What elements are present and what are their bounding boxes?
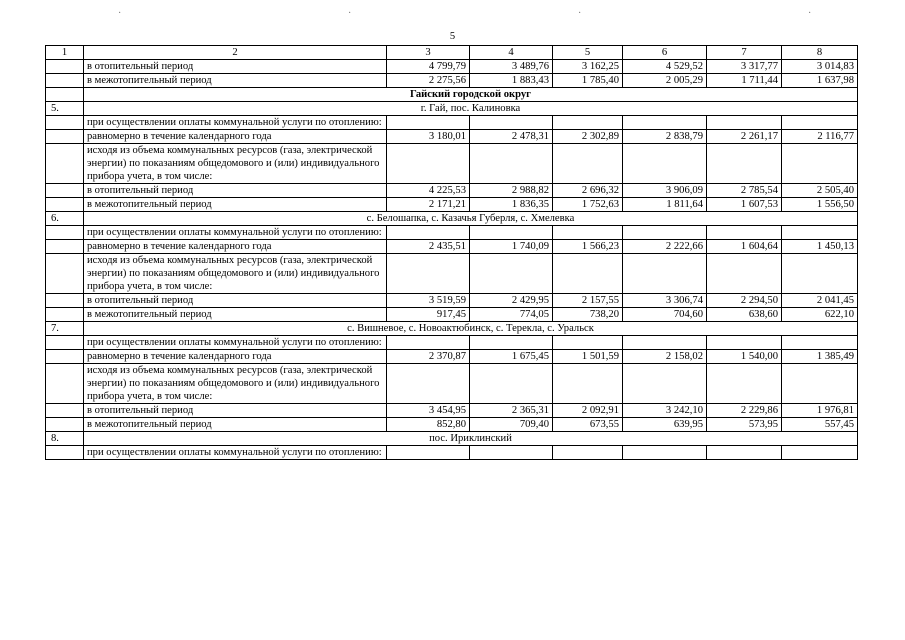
index-cell xyxy=(46,294,84,308)
value-cell xyxy=(470,364,553,404)
row-label: при осуществлении оплаты коммунальной услуги по отоплению: xyxy=(84,336,387,350)
value-cell xyxy=(623,336,707,350)
index-cell xyxy=(46,350,84,364)
value-cell: 2 294,50 xyxy=(707,294,782,308)
index-cell xyxy=(46,60,84,74)
value-cell: 1 607,53 xyxy=(707,198,782,212)
table-row xyxy=(46,418,858,432)
value-cell xyxy=(707,446,782,460)
value-cell: 1 556,50 xyxy=(782,198,858,212)
value-cell xyxy=(387,254,470,294)
value-cell: 4 225,53 xyxy=(387,184,470,198)
value-cell xyxy=(387,116,470,130)
value-cell: 1 711,44 xyxy=(707,74,782,88)
value-cell xyxy=(623,364,707,404)
row-label: в межотопительный период xyxy=(84,74,387,88)
value-cell: 4 529,52 xyxy=(623,60,707,74)
value-cell xyxy=(387,364,470,404)
value-cell: 3 519,59 xyxy=(387,294,470,308)
index-cell xyxy=(46,74,84,88)
value-cell: 1 976,81 xyxy=(782,404,858,418)
table-row xyxy=(46,404,858,418)
row-label: исходя из объема коммунальных ресурсов (газа, электрической энергии) по показаниям общедомового и (или) индивидуального прибора учета, в том числе: xyxy=(84,364,387,404)
value-cell: 2 171,21 xyxy=(387,198,470,212)
value-cell: 1 836,35 xyxy=(470,198,553,212)
value-cell xyxy=(553,226,623,240)
value-cell: 2 116,77 xyxy=(782,130,858,144)
value-cell xyxy=(470,226,553,240)
value-cell: 3 454,95 xyxy=(387,404,470,418)
value-cell xyxy=(387,446,470,460)
value-cell xyxy=(553,336,623,350)
value-cell: 917,45 xyxy=(387,308,470,322)
value-cell xyxy=(553,446,623,460)
scan-dot: · xyxy=(348,8,352,19)
value-cell xyxy=(623,254,707,294)
value-cell: 1 540,00 xyxy=(707,350,782,364)
tariff-table xyxy=(45,45,858,460)
value-cell: 3 242,10 xyxy=(623,404,707,418)
value-cell xyxy=(782,116,858,130)
index-cell xyxy=(46,226,84,240)
value-cell xyxy=(470,144,553,184)
row-label: исходя из объема коммунальных ресурсов (газа, электрической энергии) по показаниям общедомового и (или) индивидуального прибора учета, в том числе: xyxy=(84,144,387,184)
value-cell: 2 261,17 xyxy=(707,130,782,144)
table-row xyxy=(46,350,858,364)
value-cell xyxy=(707,226,782,240)
value-cell: 1 785,40 xyxy=(553,74,623,88)
scan-dot: · xyxy=(118,8,122,19)
table-row xyxy=(46,184,858,198)
row-label: исходя из объема коммунальных ресурсов (газа, электрической энергии) по показаниям общедомового и (или) индивидуального прибора учета, в том числе: xyxy=(84,254,387,294)
index-cell xyxy=(46,254,84,294)
group-index: 8. xyxy=(46,432,84,446)
value-cell xyxy=(782,336,858,350)
value-cell xyxy=(553,144,623,184)
value-cell: 1 811,64 xyxy=(623,198,707,212)
value-cell: 1 501,59 xyxy=(553,350,623,364)
location-name: с. Вишневое, с. Новоактюбинск, с. Терекла, с. Уральск xyxy=(84,322,858,336)
value-cell xyxy=(470,254,553,294)
group-index: 5. xyxy=(46,102,84,116)
index-cell xyxy=(46,116,84,130)
value-cell: 2 229,86 xyxy=(707,404,782,418)
value-cell xyxy=(782,254,858,294)
index-cell xyxy=(46,198,84,212)
value-cell: 2 158,02 xyxy=(623,350,707,364)
value-cell: 2 005,29 xyxy=(623,74,707,88)
value-cell: 1 385,49 xyxy=(782,350,858,364)
location-name: с. Белошапка, с. Казачья Губерля, с. Хмелевка xyxy=(84,212,858,226)
value-cell xyxy=(707,116,782,130)
table-row xyxy=(46,60,858,74)
index-cell xyxy=(46,240,84,254)
index-cell xyxy=(46,308,84,322)
group-index: 6. xyxy=(46,212,84,226)
value-cell: 2 988,82 xyxy=(470,184,553,198)
table-row xyxy=(46,226,858,240)
value-cell: 2 429,95 xyxy=(470,294,553,308)
table-row xyxy=(46,240,858,254)
value-cell: 3 306,74 xyxy=(623,294,707,308)
location-row xyxy=(46,212,858,226)
value-cell xyxy=(707,364,782,404)
location-row xyxy=(46,102,858,116)
value-cell: 3 317,77 xyxy=(707,60,782,74)
table-row xyxy=(46,446,858,460)
table-row xyxy=(46,308,858,322)
value-cell: 557,45 xyxy=(782,418,858,432)
table-row xyxy=(46,130,858,144)
value-cell: 638,60 xyxy=(707,308,782,322)
row-label: в межотопительный период xyxy=(84,418,387,432)
table-row xyxy=(46,74,858,88)
value-cell: 2 275,56 xyxy=(387,74,470,88)
index-cell xyxy=(46,130,84,144)
value-cell xyxy=(553,116,623,130)
value-cell: 1 604,64 xyxy=(707,240,782,254)
value-cell: 2 696,32 xyxy=(553,184,623,198)
row-label: в отопительный период xyxy=(84,60,387,74)
table-row xyxy=(46,254,858,294)
value-cell: 1 637,98 xyxy=(782,74,858,88)
value-cell: 3 489,76 xyxy=(470,60,553,74)
value-cell: 573,95 xyxy=(707,418,782,432)
location-row xyxy=(46,432,858,446)
value-cell xyxy=(707,336,782,350)
column-number: 7 xyxy=(707,46,782,60)
value-cell xyxy=(623,144,707,184)
column-number: 8 xyxy=(782,46,858,60)
row-label: равномерно в течение календарного года xyxy=(84,240,387,254)
value-cell: 2 370,87 xyxy=(387,350,470,364)
value-cell: 2 365,31 xyxy=(470,404,553,418)
value-cell: 3 014,83 xyxy=(782,60,858,74)
row-label: при осуществлении оплаты коммунальной услуги по отоплению: xyxy=(84,446,387,460)
value-cell: 2 505,40 xyxy=(782,184,858,198)
value-cell xyxy=(623,226,707,240)
row-label: при осуществлении оплаты коммунальной услуги по отоплению: xyxy=(84,116,387,130)
value-cell: 4 799,79 xyxy=(387,60,470,74)
value-cell: 2 157,55 xyxy=(553,294,623,308)
value-cell xyxy=(470,446,553,460)
row-label: в межотопительный период xyxy=(84,198,387,212)
location-name: г. Гай, пос. Калиновка xyxy=(84,102,858,116)
table-body xyxy=(46,46,858,460)
value-cell xyxy=(470,336,553,350)
value-cell xyxy=(782,364,858,404)
value-cell: 704,60 xyxy=(623,308,707,322)
header-row xyxy=(46,46,858,60)
value-cell: 2 302,89 xyxy=(553,130,623,144)
value-cell xyxy=(782,144,858,184)
value-cell: 2 092,91 xyxy=(553,404,623,418)
row-label: при осуществлении оплаты коммунальной услуги по отоплению: xyxy=(84,226,387,240)
table-row xyxy=(46,144,858,184)
value-cell: 852,80 xyxy=(387,418,470,432)
index-cell xyxy=(46,144,84,184)
index-cell xyxy=(46,404,84,418)
value-cell: 2 041,45 xyxy=(782,294,858,308)
value-cell: 1 740,09 xyxy=(470,240,553,254)
value-cell: 2 435,51 xyxy=(387,240,470,254)
table-row xyxy=(46,294,858,308)
index-cell xyxy=(46,364,84,404)
index-cell xyxy=(46,88,84,102)
table-row xyxy=(46,336,858,350)
value-cell: 673,55 xyxy=(553,418,623,432)
value-cell: 1 566,23 xyxy=(553,240,623,254)
section-row xyxy=(46,88,858,102)
scan-dot: · xyxy=(808,8,812,19)
value-cell xyxy=(623,116,707,130)
value-cell xyxy=(387,226,470,240)
column-number: 4 xyxy=(470,46,553,60)
column-number: 5 xyxy=(553,46,623,60)
value-cell xyxy=(623,446,707,460)
group-index: 7. xyxy=(46,322,84,336)
location-name: пос. Ириклинский xyxy=(84,432,858,446)
value-cell: 1 675,45 xyxy=(470,350,553,364)
table-row xyxy=(46,198,858,212)
value-cell: 622,10 xyxy=(782,308,858,322)
column-number: 1 xyxy=(46,46,84,60)
scan-dot: · xyxy=(578,8,582,19)
page-number: 5 xyxy=(449,31,456,42)
index-cell xyxy=(46,184,84,198)
value-cell: 2 222,66 xyxy=(623,240,707,254)
column-number: 2 xyxy=(84,46,387,60)
scan-artifacts xyxy=(0,10,905,18)
table-row xyxy=(46,116,858,130)
value-cell xyxy=(782,226,858,240)
value-cell xyxy=(707,144,782,184)
value-cell: 2 838,79 xyxy=(623,130,707,144)
value-cell: 1 752,63 xyxy=(553,198,623,212)
value-cell: 1 883,43 xyxy=(470,74,553,88)
row-label: в отопительный период xyxy=(84,404,387,418)
value-cell xyxy=(553,364,623,404)
section-title: Гайский городской округ xyxy=(84,88,858,102)
value-cell xyxy=(782,446,858,460)
column-number: 3 xyxy=(387,46,470,60)
index-cell xyxy=(46,446,84,460)
value-cell: 2 478,31 xyxy=(470,130,553,144)
row-label: равномерно в течение календарного года xyxy=(84,130,387,144)
value-cell xyxy=(553,254,623,294)
row-label: в межотопительный период xyxy=(84,308,387,322)
row-label: в отопительный период xyxy=(84,184,387,198)
value-cell: 2 785,54 xyxy=(707,184,782,198)
value-cell: 738,20 xyxy=(553,308,623,322)
value-cell xyxy=(707,254,782,294)
column-number: 6 xyxy=(623,46,707,60)
value-cell: 3 180,01 xyxy=(387,130,470,144)
value-cell xyxy=(387,336,470,350)
row-label: в отопительный период xyxy=(84,294,387,308)
table-row xyxy=(46,364,858,404)
value-cell xyxy=(387,144,470,184)
value-cell xyxy=(470,116,553,130)
index-cell xyxy=(46,336,84,350)
value-cell: 639,95 xyxy=(623,418,707,432)
row-label: равномерно в течение календарного года xyxy=(84,350,387,364)
value-cell: 1 450,13 xyxy=(782,240,858,254)
value-cell: 3 906,09 xyxy=(623,184,707,198)
location-row xyxy=(46,322,858,336)
index-cell xyxy=(46,418,84,432)
value-cell: 3 162,25 xyxy=(553,60,623,74)
value-cell: 709,40 xyxy=(470,418,553,432)
value-cell: 774,05 xyxy=(470,308,553,322)
